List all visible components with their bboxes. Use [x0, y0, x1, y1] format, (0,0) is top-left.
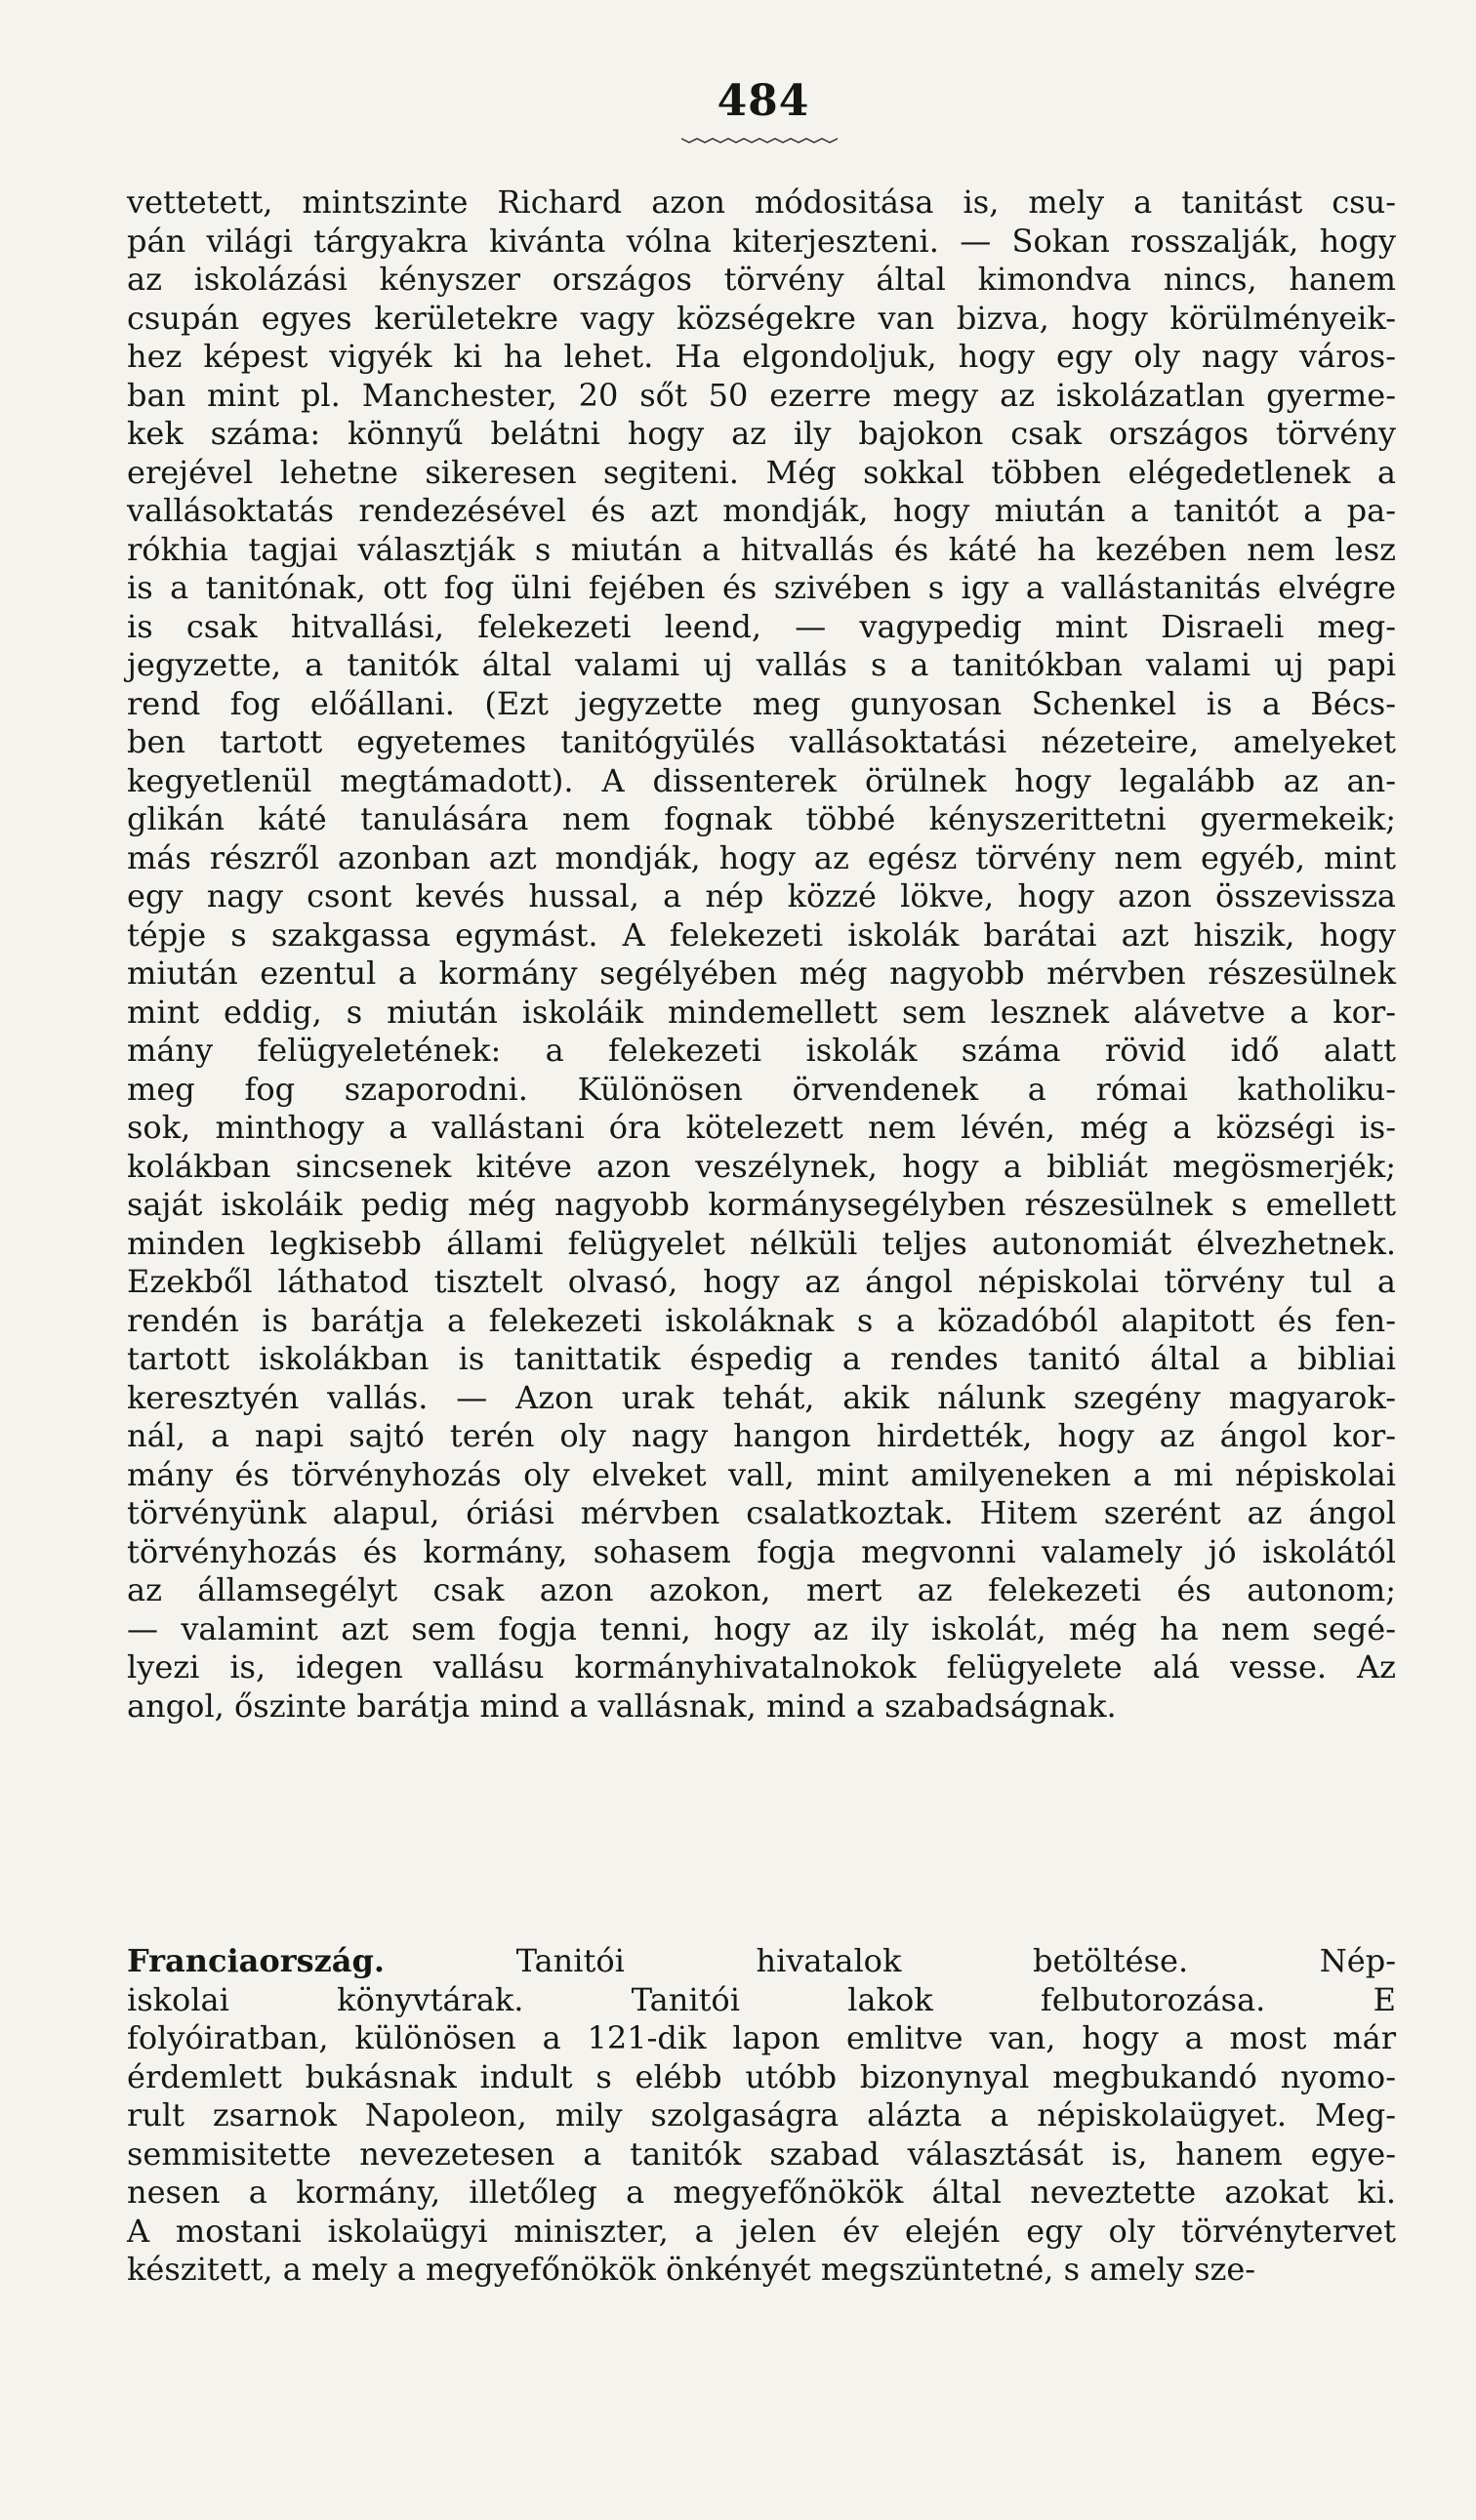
- paragraph-france: [127, 1942, 1396, 2290]
- text-line: törvényünk alapul, óriási mérvben csalatkoztak. Hitem szerént az ángol: [127, 1494, 1396, 1531]
- page-number-ornament: [681, 137, 841, 144]
- text-line: vallásoktatás rendezésével és azt mondják, hogy miután a tanitót a pa-: [127, 492, 1396, 529]
- text-line-content: Tanitói hivatalok betöltése. Nép-: [515, 1942, 1397, 1979]
- text-line: mány és törvényhozás oly elveket vall, mint amilyeneken a mi népiskolai: [127, 1455, 1396, 1493]
- text-line: sok, minthogy a vallástani óra kötelezett nem lévén, még a községi is-: [127, 1109, 1396, 1146]
- text-line: készitett, a mely a megyefőnökök önkényét megszüntetné, s amely sze-: [127, 2251, 1256, 2288]
- text-line: — valamint azt sem fogja tenni, hogy az ily iskolát, még ha nem segé-: [127, 1609, 1396, 1647]
- text-line: pán világi tárgyakra kivánta vólna kiterjeszteni. — Sokan rosszalják, hogy: [127, 222, 1396, 260]
- text-line: lyezi is, idegen vallásu kormányhivatalnokok felügyelete alá vesse. Az: [127, 1648, 1396, 1686]
- text-line: rend fog előállani. (Ezt jegyzette meg gunyosan Schenkel is a Bécs-: [127, 684, 1396, 722]
- text-line: mány felügyeletének: a felekezeti iskolák száma rövid idő alatt: [127, 1032, 1396, 1069]
- text-line: rult zsarnok Napoleon, mily szolgaságra alázta a népiskolaügyet. Meg-: [127, 2096, 1396, 2134]
- text-line: kolákban sincsenek kitéve azon veszélynek, hogy a bibliát megösmerjék;: [127, 1147, 1396, 1185]
- text-line: az iskolázási kényszer országos törvény által kimondva nincs, hanem: [127, 261, 1396, 298]
- text-line: nesen a kormány, illetőleg a megyefőnökök által neveztette azokat ki.: [127, 2174, 1396, 2211]
- text-line: tépje s szakgassa egymást. A felekezeti iskolák barátai azt hiszik, hogy: [127, 915, 1396, 954]
- text-line: ban mint pl. Manchester, 20 sőt 50 ezerre megy az iskolázatlan gyerme-: [127, 376, 1396, 414]
- text-line: törvényhozás és kormány, sohasem fogja megvonni valamely jó iskolától: [127, 1532, 1396, 1570]
- text-line: is csak hitvallási, felekezeti leend, — vagypedig mint Disraeli meg-: [127, 607, 1396, 645]
- text-line: iskolai könyvtárak. Tanitói lakok felbutorozása. E: [127, 1980, 1396, 2018]
- text-line: nál, a napi sajtó terén oly nagy hangon hirdették, hogy az ángol kor-: [127, 1417, 1396, 1454]
- text-line: jegyzette, a tanitók által valami uj vallás s a tanitókban valami uj papi: [127, 646, 1396, 683]
- text-line: egy nagy csont kevés hussal, a nép közzé lökve, hogy azon összevissza: [127, 877, 1396, 915]
- text-line: hez képest vigyék ki ha lehet. Ha elgondoljuk, hogy egy oly nagy város-: [127, 338, 1396, 375]
- text-line: A mostani iskolaügyi miniszter, a jelen év elején egy oly törvénytervet: [127, 2212, 1396, 2250]
- text-line: keresztyén vallás. — Azon urak tehát, akik nálunk szegény magyarok-: [127, 1378, 1396, 1416]
- text-line: minden legkisebb állami felügyelet nélküli teljes autonomiát élvezhetnek.: [127, 1224, 1396, 1262]
- text-line: semmisitette nevezetesen a tanitók szabad választását is, hanem egye-: [127, 2134, 1396, 2173]
- text-line: más részről azonban azt mondják, hogy az egész törvény nem egyéb, mint: [127, 838, 1396, 876]
- text-line: kegyetlenül megtámadott). A dissenterek örülnek hogy legalább az an-: [127, 761, 1396, 799]
- text-line: kek száma: könnyű belátni hogy az ily bajokon csak országos törvény: [127, 415, 1396, 452]
- text-line: is a tanitónak, ott fog ülni fejében és szivében s igy a vallástanitás elvégre: [127, 569, 1396, 606]
- text-line: érdemlett bukásnak indult s elébb utóbb bizonynyal megbukandó nyomo-: [127, 2057, 1396, 2095]
- text-line: csupán egyes kerületekre vagy községekre van bizva, hogy körülményeik-: [127, 299, 1396, 337]
- text-line: ben tartott egyetemes tanitógyülés vallásoktatási nézeteire, amelyeket: [127, 723, 1396, 760]
- text-line: miután ezentul a kormány segélyében még nagyobb mérvben részesülnek: [127, 955, 1396, 992]
- text-line: rókhia tagjai választják s miután a hitvallás és káté ha kezében nem lesz: [127, 530, 1396, 568]
- text-line: erejével lehetne sikeresen segiteni. Még sokkal többen elégedetlenek a: [127, 453, 1396, 491]
- text-line: vettetett, mintszinte Richard azon módositása is, mely a tanitást csu-: [127, 183, 1396, 221]
- page-number: 484: [717, 76, 810, 126]
- text-line: folyóiratban, különösen a 121-dik lapon emlitve van, hogy a most már: [127, 2019, 1396, 2056]
- paragraph-english-school-law: [127, 183, 1396, 1726]
- text-line: angol, őszinte barátja mind a vallásnak, mind a szabadságnak.: [127, 1687, 1117, 1725]
- text-line: Ezekből láthatod tisztelt olvasó, hogy az ángol népiskolai törvény tul a: [127, 1263, 1396, 1300]
- text-line: glikán káté tanulására nem fognak többé kényszerittetni gyermekeik;: [127, 800, 1396, 837]
- text-line: rendén is barátja a felekezeti iskoláknak s a közadóból alapitott és fen-: [127, 1301, 1396, 1339]
- text-line: mint eddig, s miután iskoláik mindemellett sem lesznek alávetve a kor-: [127, 993, 1396, 1031]
- text-line: az államsegélyt csak azon azokon, mert az felekezeti és autonom;: [127, 1571, 1396, 1608]
- section-heading: Franciaország.: [127, 1942, 386, 1979]
- text-line: meg fog szaporodni. Különösen örvendenek a római katholiku-: [127, 1070, 1396, 1108]
- text-line: saját iskoláik pedig még nagyobb kormánysegélyben részesülnek s emellett: [127, 1186, 1396, 1223]
- text-line: tartott iskolákban is tanittatik éspedig a rendes tanitó által a bibliai: [127, 1340, 1396, 1377]
- text-line: [127, 1942, 1396, 1981]
